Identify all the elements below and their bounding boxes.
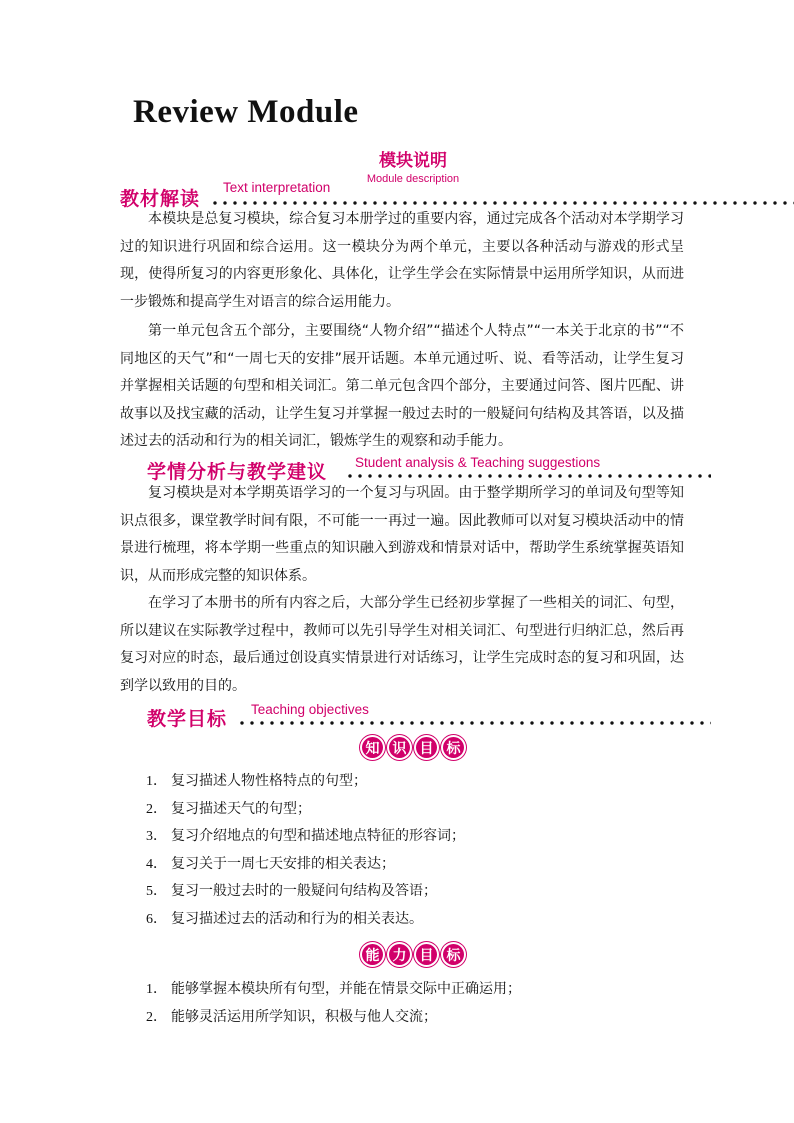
list-text: 复习描述过去的活动和行为的相关表达。 bbox=[171, 910, 423, 927]
badge-char: 标 bbox=[441, 735, 466, 760]
paragraph: 在学习了本册书的所有内容之后，大部分学生已经初步掌握了一些相关的词汇、句型，所以建议在实际教学过程中，教师可以先引导学生对相关词汇、句型进行归纳汇总，然后再复习对应的时态，最后通过创设真实情景进行对话练习，让学生完成时态的复习和巩固，达到学以致用的目的。 bbox=[120, 595, 684, 694]
badge-char: 目 bbox=[414, 735, 439, 760]
badge-char: 知 bbox=[360, 735, 385, 760]
list-number: 6． bbox=[146, 911, 167, 927]
list-number: 2． bbox=[146, 1009, 167, 1025]
list-item bbox=[146, 796, 465, 824]
badge-char: 识 bbox=[387, 735, 412, 760]
section-heading-zh: 教材解读 bbox=[120, 188, 201, 210]
paragraph: 第一单元包含五个部分，主要围绕“人物介绍”“描述个人特点”“一本关于北京的书”“不同地区的天气”和“一周七天的安排”展开话题。本单元通过听、说、看等活动，让学生复习并掌握相关话题的句型和相关词汇。第二单元包含四个部分，主要通过问答、图片匹配、讲故事以及找宝藏的活动，让学生复习并掌握一般过去时的一般疑问句结构及其答语，以及描述过去的活动和行为的相关词汇，锻炼学生的观察和动手能力。 bbox=[120, 323, 684, 449]
list-number: 3． bbox=[146, 829, 167, 845]
list-text: 复习介绍地点的句型和描述地点特征的形容词； bbox=[171, 828, 465, 845]
module-description-subtitle: Module description bbox=[366, 173, 460, 185]
list-text: 复习描述天气的句型； bbox=[171, 800, 311, 817]
list-number: 1． bbox=[146, 982, 167, 997]
section-heading-teaching-objectives bbox=[147, 700, 711, 732]
module-title: Review Module bbox=[133, 94, 359, 130]
knowledge-objectives-badge bbox=[0, 735, 794, 760]
list-text: 复习关于一周七天安排的相关表达； bbox=[171, 855, 395, 872]
list-text: 复习描述人物性格特点的句型； bbox=[171, 773, 367, 789]
badge-char: 能 bbox=[360, 942, 385, 967]
dotted-divider bbox=[345, 474, 711, 478]
list-number: 5． bbox=[146, 884, 167, 900]
list-text: 复习一般过去时的一般疑问句结构及答语； bbox=[171, 883, 437, 900]
list-number: 1． bbox=[146, 774, 167, 789]
list-item bbox=[146, 976, 521, 1004]
list-text: 能够掌握本模块所有句型，并能在情景交际中正确运用； bbox=[171, 981, 521, 997]
list-item bbox=[146, 823, 465, 851]
section-heading-en: Student analysis & Teaching suggestions bbox=[355, 455, 601, 470]
badge-char: 力 bbox=[387, 942, 412, 967]
paragraph: 本模块是总复习模块，综合复习本册学过的重要内容，通过完成各个活动对本学期学习过的知识进行巩固和综合运用。这一模块分为两个单元，主要以各种活动与游戏的形式呈现，使得所复习的内容更形象化、具体化，让学生学会在实际情景中运用所学知识，从而进一步锻炼和提高学生对语言的综合运用能力。 bbox=[120, 211, 684, 310]
list-number: 2． bbox=[146, 801, 167, 817]
list-item bbox=[146, 1004, 521, 1032]
list-item bbox=[146, 878, 465, 906]
badge-char: 目 bbox=[414, 942, 439, 967]
dotted-divider bbox=[210, 201, 794, 205]
list-item bbox=[146, 851, 465, 879]
dotted-divider bbox=[237, 721, 711, 725]
list-item bbox=[146, 906, 465, 934]
list-text: 能够灵活运用所学知识，积极与他人交流； bbox=[171, 1008, 437, 1025]
list-number: 4． bbox=[146, 856, 167, 872]
paragraph: 复习模块是对本学期英语学习的一个复习与巩固。由于整学期所学习的单词及句型等知识点很多，课堂教学时间有限，不可能一一再过一遍。因此教师可以对复习模块活动中的情景进行梳理，将本学期一些重点的知识融入到游戏和情景对话中，帮助学生系统掌握英语知识，从而形成完整的知识体系。 bbox=[120, 485, 684, 584]
section-heading-en: Text interpretation bbox=[223, 180, 331, 195]
module-description-title: 模块说明 bbox=[379, 151, 447, 171]
ability-objectives-list bbox=[146, 976, 521, 1031]
section-heading-zh: 教学目标 bbox=[147, 708, 228, 730]
badge-char: 标 bbox=[441, 942, 466, 967]
list-item bbox=[146, 768, 465, 796]
ability-objectives-badge bbox=[0, 942, 794, 967]
knowledge-objectives-list bbox=[146, 768, 465, 934]
section-heading-zh: 学情分析与教学建议 bbox=[147, 461, 328, 483]
section-heading-en: Teaching objectives bbox=[251, 702, 369, 717]
